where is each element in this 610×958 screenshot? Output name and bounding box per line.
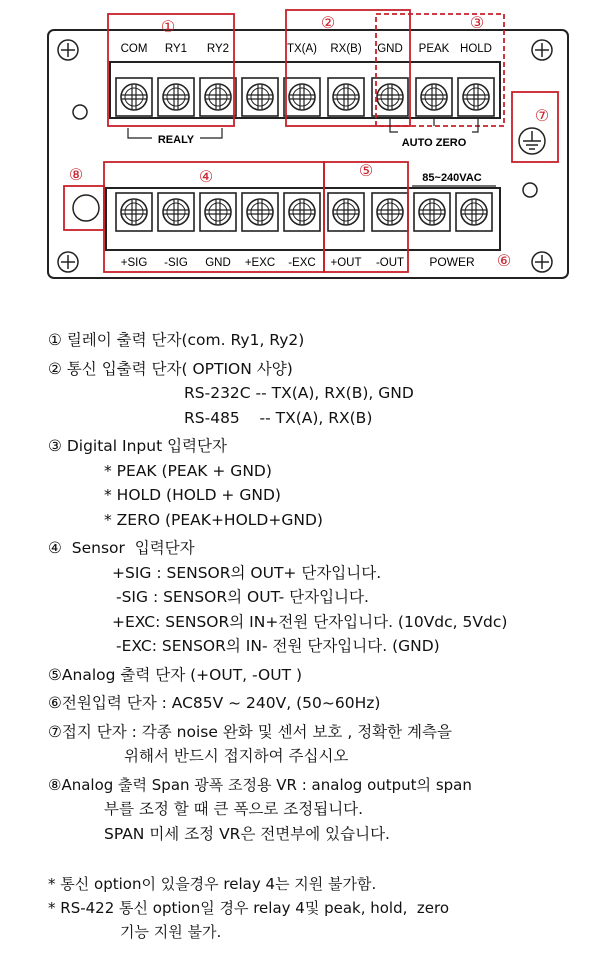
terminal-screw-icon bbox=[116, 193, 152, 231]
legend-line: +SIG : SENSOR의 OUT+ 단자입니다. bbox=[112, 563, 382, 582]
legend-comm bbox=[48, 357, 603, 431]
legend-line: 부를 조정 할 때 큰 폭으로 조정됩니다. bbox=[104, 800, 364, 818]
top-terminal-label: RX(B) bbox=[330, 43, 362, 55]
relay-label: REALY bbox=[157, 134, 195, 146]
group-number: ⑥ bbox=[496, 253, 512, 270]
legend-vr bbox=[48, 773, 603, 847]
bottom-terminal-label: -EXC bbox=[288, 257, 316, 269]
terminal-screw-icon bbox=[284, 78, 320, 116]
legend-line: -EXC: SENSOR의 IN- 전원 단자입니다. (GND) bbox=[116, 637, 440, 655]
note-line: * RS-422 통신 option일 경우 relay 4및 peak, hold, zero bbox=[48, 899, 450, 917]
legend-line: * PEAK (PEAK + GND) bbox=[104, 461, 272, 480]
legend-line: +EXC: SENSOR의 IN+전원 단자입니다. (10Vdc, 5Vdc) bbox=[112, 612, 508, 631]
legend-line: 위해서 반드시 접지하여 주십시오 bbox=[124, 747, 349, 765]
terminal-panel-diagram bbox=[0, 0, 610, 300]
terminal-screw-icon bbox=[242, 78, 278, 116]
terminal-screw-icon bbox=[328, 78, 364, 116]
terminal-screw-icon bbox=[116, 78, 152, 116]
terminal-screw-icon bbox=[372, 193, 408, 231]
mount-hole-icon bbox=[73, 105, 87, 119]
group-number: ① bbox=[160, 19, 176, 36]
legend-relay bbox=[48, 328, 603, 353]
top-terminal-label: RY1 bbox=[164, 43, 188, 55]
legend-line: ⑧Analog 출력 Span 광폭 조정용 VR : analog output의 span bbox=[48, 775, 472, 794]
legend-line: ⑥전원입력 단자 : AC85V ~ 240V, (50~60Hz) bbox=[48, 694, 381, 712]
note-line: 기능 지원 불가. bbox=[120, 923, 222, 941]
legend-line: * ZERO (PEAK+HOLD+GND) bbox=[104, 510, 323, 529]
group-number: ⑦ bbox=[534, 108, 550, 125]
terminal-screw-icon bbox=[328, 193, 364, 231]
legend-line: ① 릴레이 출력 단자(com. Ry1, Ry2) bbox=[48, 331, 305, 349]
bottom-terminal-label: GND bbox=[205, 257, 231, 269]
bottom-terminal-label: +OUT bbox=[330, 257, 362, 269]
terminal-screw-icon bbox=[416, 78, 452, 116]
legend bbox=[48, 328, 603, 850]
legend-power bbox=[48, 691, 603, 716]
mount-hole-icon bbox=[523, 183, 537, 197]
legend-line: ② 통신 입출력 단자( OPTION 사양) bbox=[48, 359, 293, 378]
legend-digital-input bbox=[48, 434, 603, 532]
top-terminal-label: COM bbox=[120, 43, 148, 55]
terminal-screw-icon bbox=[372, 78, 408, 116]
power-label: POWER bbox=[429, 255, 475, 269]
bottom-terminal-label: -SIG bbox=[164, 257, 188, 269]
notes bbox=[48, 872, 603, 944]
legend-line: * HOLD (HOLD + GND) bbox=[104, 486, 281, 504]
group-number: ⑧ bbox=[68, 167, 84, 184]
legend-line: RS-485 -- TX(A), RX(B) bbox=[184, 408, 373, 427]
top-terminal-label: HOLD bbox=[460, 43, 492, 55]
top-terminal-label: TX(A) bbox=[286, 43, 318, 55]
span-vr-knob-icon bbox=[73, 195, 99, 221]
bottom-terminal-label: +EXC bbox=[244, 257, 276, 269]
legend-line: ⑤Analog 출력 단자 (+OUT, -OUT ) bbox=[48, 665, 303, 684]
note-line: * 통신 option이 있을경우 relay 4는 지원 불가함. bbox=[48, 875, 377, 893]
bottom-terminal-label: +SIG bbox=[120, 257, 148, 269]
group-number: ④ bbox=[198, 169, 214, 186]
top-terminal-label: GND bbox=[377, 43, 403, 55]
legend-line: SPAN 미세 조정 VR은 전면부에 있습니다. bbox=[104, 824, 390, 843]
terminal-screw-icon bbox=[456, 193, 492, 231]
top-terminal-label: RY2 bbox=[206, 43, 230, 55]
group-number: ③ bbox=[469, 15, 485, 32]
legend-line: ④ Sensor 입력단자 bbox=[48, 539, 195, 557]
legend-line: RS-232C -- TX(A), RX(B), GND bbox=[184, 384, 414, 402]
bottom-terminal-label: -OUT bbox=[375, 257, 405, 269]
group-number: ⑤ bbox=[358, 163, 374, 180]
voltage-label: 85~240VAC bbox=[422, 172, 482, 184]
terminal-screw-icon bbox=[414, 193, 450, 231]
terminal-screw-icon bbox=[158, 193, 194, 231]
auto-zero-label: AUTO ZERO bbox=[401, 137, 467, 149]
terminal-screw-icon bbox=[284, 193, 320, 231]
terminal-screw-icon bbox=[458, 78, 494, 116]
legend-analog bbox=[48, 663, 603, 688]
terminal-screw-icon bbox=[200, 78, 236, 116]
top-terminal-label: PEAK bbox=[418, 43, 450, 55]
terminal-screw-icon bbox=[242, 193, 278, 231]
legend-sensor bbox=[48, 536, 603, 659]
terminal-screw-icon bbox=[158, 78, 194, 116]
terminal-screw-icon bbox=[200, 193, 236, 231]
legend-ground bbox=[48, 720, 603, 769]
group-number: ② bbox=[320, 15, 336, 32]
legend-line: -SIG : SENSOR의 OUT- 단자입니다. bbox=[116, 588, 369, 606]
legend-line: ⑦접지 단자 : 각종 noise 완화 및 센서 보호 , 정확한 계측을 bbox=[48, 722, 452, 741]
legend-line: ③ Digital Input 입력단자 bbox=[48, 437, 227, 455]
